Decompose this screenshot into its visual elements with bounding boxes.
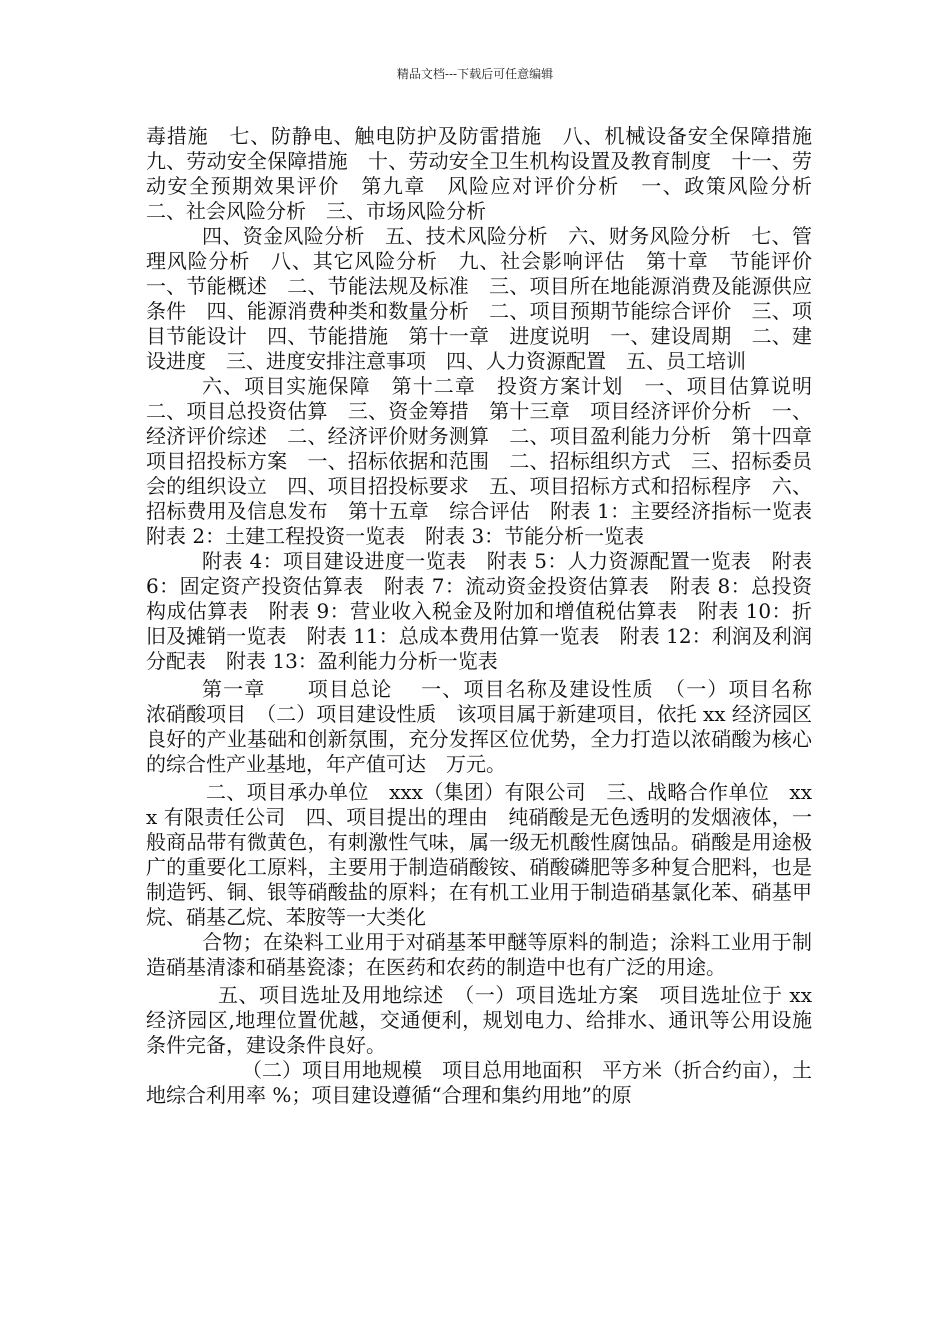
paragraph-risk-energy-schedule: 四、资金风险分析 五、技术风险分析 六、财务风险分析 七、管理风险分析 八、其它风险分析 九、社会影响评估 第十章 节能评价 一、节能概述 二、节能法规及标准 三、项目所在地能源消费及能源供应条件 四、能源消费种类和数量分析 二、项目预期节能综合评价 三、项目节能设计 四、节能措施 第十一章 进度说明 一、建设周期 二、建设进度 三、进度安排注意事项 四、人力资源配置 五、员工培训 xyxy=(146,224,832,373)
paragraph-project-reason: 二、项目承办单位 xxx（集团）有限公司 三、战略合作单位 xxx 有限责任公司 四、项目提出的理由 纯硝酸是无色透明的发烟液体，一般商品带有微黄色，有刺激性气味，属一级无机酸性腐蚀品。硝酸是用途极广的重要化工原料，主要用于制造硝酸铵、硝酸磷肥等多种复合肥料，也是制造钙、铜、银等硝酸盐的原料；在有机工业用于制造硝基氯化苯、硝基甲烷、硝基乙烷、苯胺等一大类化 xyxy=(146,780,812,929)
paragraph-chapter-one: 第一章 项目总论 一、项目名称及建设性质 （一）项目名称 浓硝酸项目 （二）项目建设性质 该项目属于新建项目，依托 xx 经济园区良好的产业基础和创新氛围，充分发挥区位优势，全力打造以浓硝酸为核心的综合性产业基地，年产值可达 万元。 xyxy=(146,677,832,776)
page-header: 精品文档---下载后可任意编辑 xyxy=(396,67,554,81)
paragraph-appendix-tables: 附表 4：项目建设进度一览表 附表 5：人力资源配置一览表 附表 6：固定资产投资估算表 附表 7：流动资金投资估算表 附表 8：总投资构成估算表 附表 9：营业收入税金及附加和增值税估算表 附表 10：折旧及摊销一览表 附表 11：总成本费用估算一览表 附表 12：利润及利润分配表 附表 13：盈利能力分析一览表 xyxy=(146,549,812,673)
paragraph-safety-risk: 毒措施 七、防静电、触电防护及防雷措施 八、机械设备安全保障措施 九、劳动安全保障措施 十、劳动安全卫生机构设置及教育制度 十一、劳动安全预期效果评价 第九章 风险应对评价分析 一、政策风险分析 二、社会风险分析 三、市场风险分析 xyxy=(146,124,832,223)
paragraph-site-selection: 五、项目选址及用地综述 （一）项目选址方案 项目选址位于 xx 经济园区,地理位置优越，交通便利，规划电力、给排水、通讯等公用设施条件完备，建设条件良好。 xyxy=(146,983,812,1057)
paragraph-compound-uses: 合物；在染料工业用于对硝基苯甲醚等原料的制造；涂料工业用于制造硝基清漆和硝基瓷漆；在医药和农药的制造中也有广泛的用途。 xyxy=(146,930,812,979)
paragraph-investment-bidding: 六、项目实施保障 第十二章 投资方案计划 一、项目估算说明 二、项目总投资估算 三、资金筹措 第十三章 项目经济评价分析 一、经济评价综述 二、经济评价财务测算 二、项目盈利能力分析 第十四章 项目招投标方案 一、招标依据和范围 二、招标组织方式 三、招标委员会的组织设立 四、项目招投标要求 五、项目招标方式和招标程序 六、招标费用及信息发布 第十五章 综合评估 附表 1：主要经济指标一览表 附表 2：土建工程投资一览表 附表 3：节能分析一览表 xyxy=(146,374,832,548)
document-body xyxy=(146,124,832,1108)
paragraph-land-scale: （二）项目用地规模 项目总用地面积 平方米（折合约亩），土地综合利用率 %；项目建设遵循“合理和集约用地”的原 xyxy=(146,1058,812,1107)
